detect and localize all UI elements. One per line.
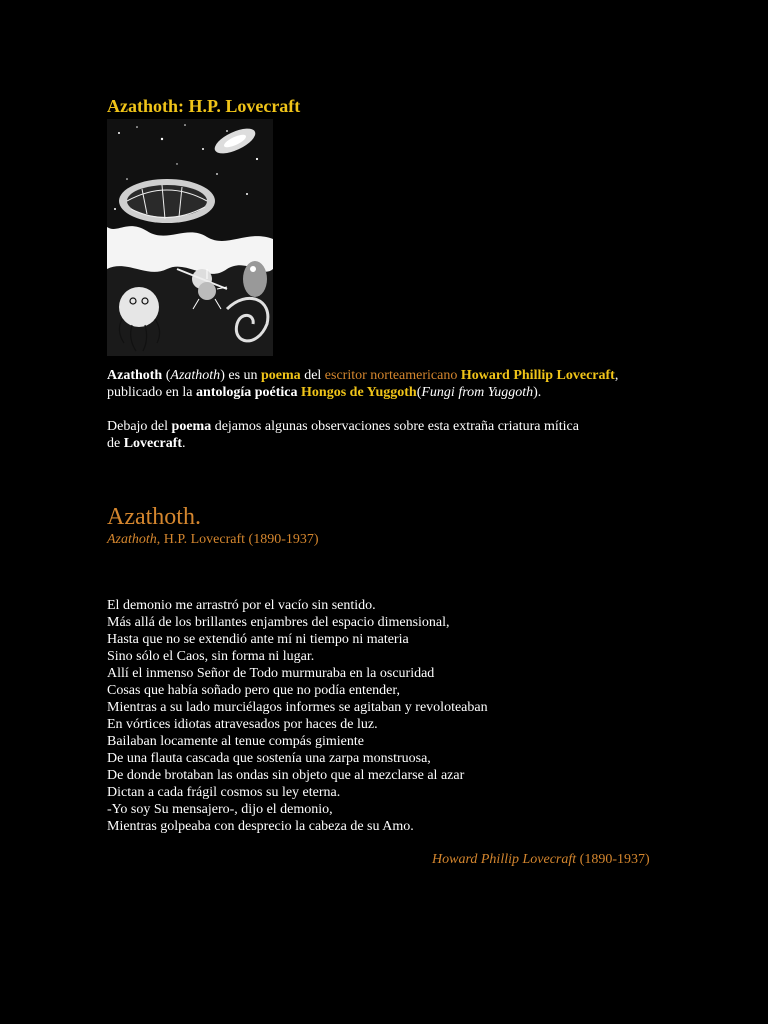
azathoth-illustration <box>107 119 273 356</box>
intro-text-fragment: ). <box>533 385 542 400</box>
poem-line: -Yo soy Su mensajero-, dijo el demonio, <box>107 802 333 817</box>
poem-line: Dictan a cada frágil cosmos su ley eterna. <box>107 785 341 800</box>
poem-line: Más allá de los brillantes enjambres del espacio dimensional, <box>107 615 450 630</box>
poem-line: Bailaban locamente al tenue compás gimiente <box>107 734 364 749</box>
intro-paragraph-2 <box>107 418 667 452</box>
poem-line: De una flauta cascada que sostenía una zarpa monstruosa, <box>107 751 431 766</box>
poem-line: Mientras a su lado murciélagos informes se agitaban y revoloteaban <box>107 700 488 715</box>
poem-line: El demonio me arrastró por el vacío sin sentido. <box>107 598 376 613</box>
intro-text-fragment: ( <box>162 368 171 383</box>
poem-subtitle-title: Azathoth <box>107 532 157 547</box>
link-hongos-de-yuggoth[interactable]: Hongos de Yuggoth <box>301 385 417 400</box>
page-title: Azathoth: H.P. Lovecraft <box>107 96 301 116</box>
intro-text-fragment: dejamos algunas observaciones sobre esta extraña criatura mítica <box>211 419 579 434</box>
term-azathoth-italic: Azathoth <box>170 368 221 383</box>
poem-line: Allí el inmenso Señor de Todo murmuraba en la oscuridad <box>107 666 435 681</box>
poem-line: Sino sólo el Caos, sin forma ni lugar. <box>107 649 315 664</box>
poem-subtitle-author: , H.P. Lovecraft (1890-1937) <box>156 532 319 547</box>
signature-dates: (1890-1937) <box>576 852 650 867</box>
poem-line: En vórtices idiotas atravesados por haces de luz. <box>107 717 378 732</box>
intro-text-fragment: Debajo del <box>107 419 172 434</box>
link-poema[interactable]: poema <box>261 368 301 383</box>
poem-body <box>107 597 667 835</box>
intro-paragraph-1 <box>107 367 667 401</box>
term-antologia: antología poética <box>196 385 298 400</box>
link-lovecraft[interactable]: Howard Phillip Lovecraft <box>460 368 615 383</box>
article <box>107 94 667 867</box>
intro-text-fragment: , <box>614 368 619 383</box>
signature-author: Howard Phillip Lovecraft <box>432 852 577 867</box>
poem-signature <box>432 852 650 868</box>
intro-text-fragment: publicado en la <box>107 385 197 400</box>
poem-heading: Azathoth. <box>107 504 201 530</box>
term-azathoth: Azathoth <box>107 368 163 383</box>
poem-line: De donde brotaban las ondas sin objeto que al mezclarse al azar <box>107 768 465 783</box>
intro-text-fragment: de <box>107 436 124 451</box>
poem-subtitle <box>107 531 667 549</box>
poem-line: Cosas que había soñado pero que no podía entender, <box>107 683 400 698</box>
intro-text-fragment: del <box>300 368 325 383</box>
link-escritor[interactable]: escritor norteamericano <box>324 368 458 383</box>
poem-line: Mientras golpeaba con desprecio la cabeza de su Amo. <box>107 819 414 834</box>
term-lovecraft: Lovecraft <box>123 436 183 451</box>
term-poema: poema <box>171 419 212 434</box>
intro-text-fragment: . <box>182 436 186 451</box>
term-fungi-from-yuggoth: Fungi from Yuggoth <box>421 385 534 400</box>
intro-text-fragment: ) es un <box>220 368 262 383</box>
intro-text-fragment: ( <box>416 385 422 400</box>
poem-line: Hasta que no se extendió ante mí ni tiempo ni materia <box>107 632 409 647</box>
intro-text <box>107 367 667 452</box>
